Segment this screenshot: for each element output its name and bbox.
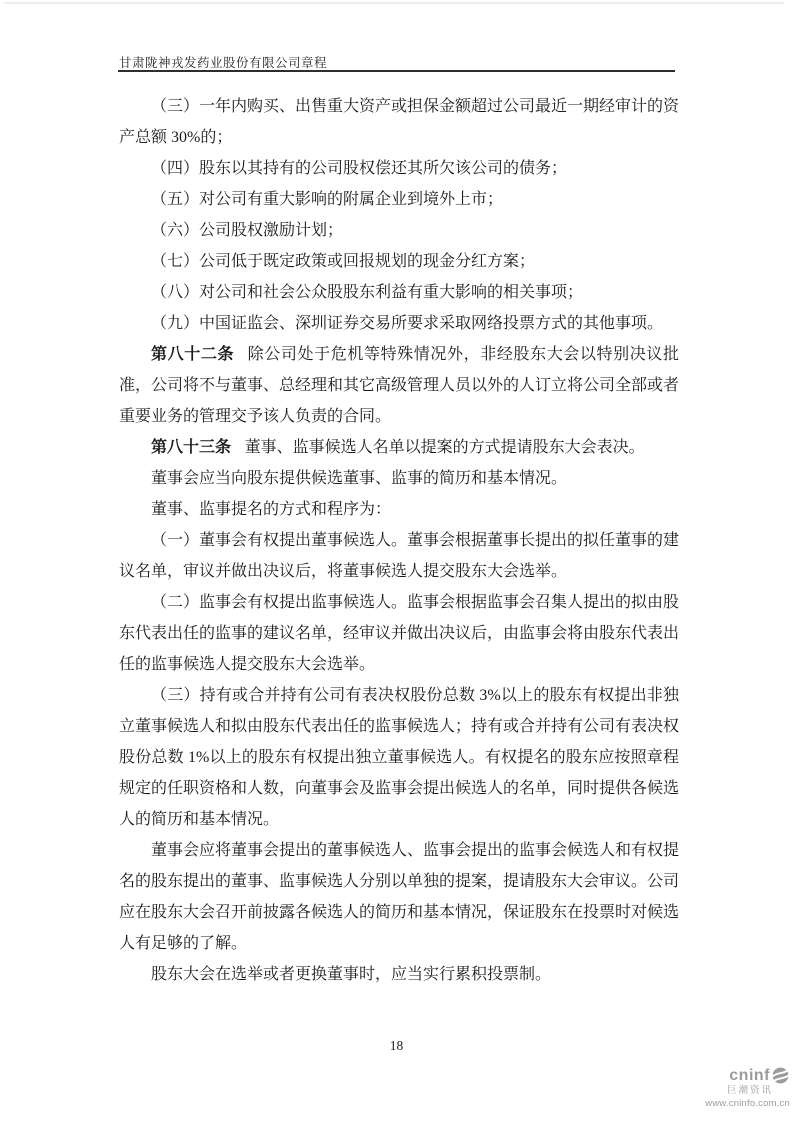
- paragraph: （七）公司低于既定政策或回报规划的现金分红方案；: [151, 253, 536, 270]
- page-number: 18: [389, 1038, 404, 1053]
- paragraph: （四）股东以其持有的公司股权偿还其所欠该公司的债务；: [151, 160, 568, 177]
- document-header-title: 甘肃陇神戎发药业股份有限公司章程: [119, 56, 328, 70]
- paragraph: 董事会应将董事会提出的董事候选人、监事会提出的监事会候选人和有权提名的股东提出的董事、监事候选人分别以单独的提案，提请股东大会审议。公司应在股东大会召开前披露各候选人的简历和基本情况，保证股东在投票时对候选人有足够的了解。: [119, 842, 680, 952]
- paragraph: （三）持有或合并持有公司有表决权股份总数 3%以上的股东有权提出非独立董事候选人和拟由股东代表出任的监事候选人；持有或合并持有公司有表决权股份总数 1%以上的股东有权提出独立董事候选人。有权提名的股东应按照章程规定的任职资格和人数，向董事会及监事会提出候选人的名单，同时提供各候选人的简历和基本情况。: [119, 687, 680, 828]
- paragraph: 第八十二条 除公司处于危机等特殊情况外，非经股东大会以特别决议批准，公司将不与董事、总经理和其它高级管理人员以外的人订立将公司全部或者重要业务的管理交予该人负责的合同。: [119, 346, 680, 425]
- cninfo-wordmark-row: [695, 1066, 790, 1085]
- paragraph: （二）监事会有权提出监事候选人。监事会根据监事会召集人提出的拟由股东代表出任的监事的建议名单，经审议并做出决议后，由监事会将由股东代表出任的监事候选人提交股东大会选举。: [119, 594, 680, 673]
- paragraph: （三）一年内购买、出售重大资产或担保金额超过公司最近一期经审计的资产总额 30%的；: [119, 98, 680, 146]
- paragraph: （八）对公司和社会公众股股东利益有重大影响的相关事项；: [151, 284, 584, 301]
- cninfo-watermark: [695, 1066, 790, 1108]
- scan-edge-artifact: [4, 2, 784, 4]
- paragraph: （六）公司股权激励计划；: [151, 222, 344, 239]
- document-body: [119, 91, 679, 990]
- header-rule: [118, 70, 675, 72]
- cninfo-url: www.cninfo.com.cn: [705, 1097, 790, 1109]
- paragraph: 董事会应当向股东提供候选董事、监事的简历和基本情况。: [151, 470, 568, 487]
- cninfo-wordmark: cninf: [729, 1066, 770, 1084]
- paragraph: （九）中国证监会、深圳证券交易所要求采取网络投票方式的其他事项。: [151, 315, 664, 332]
- cninfo-logo-icon: [771, 1066, 790, 1085]
- paragraph: 股东大会在选举或者更换董事时，应当实行累积投票制。: [151, 966, 552, 983]
- paragraph: 第八十三条 董事、监事候选人名单以提案的方式提请股东大会表决。: [151, 439, 645, 456]
- cninfo-name: 巨潮资讯: [726, 1085, 773, 1096]
- paragraph: （五）对公司有重大影响的附属企业到境外上市；: [151, 191, 504, 208]
- article-number: 第八十二条: [151, 346, 235, 363]
- paragraph: 董事、监事提名的方式和程序为：: [151, 501, 392, 518]
- paragraph: （一）董事会有权提出董事候选人。董事会根据董事长提出的拟任董事的建议名单，审议并做出决议后，将董事候选人提交股东大会选举。: [119, 532, 680, 580]
- article-number: 第八十三条: [151, 439, 232, 456]
